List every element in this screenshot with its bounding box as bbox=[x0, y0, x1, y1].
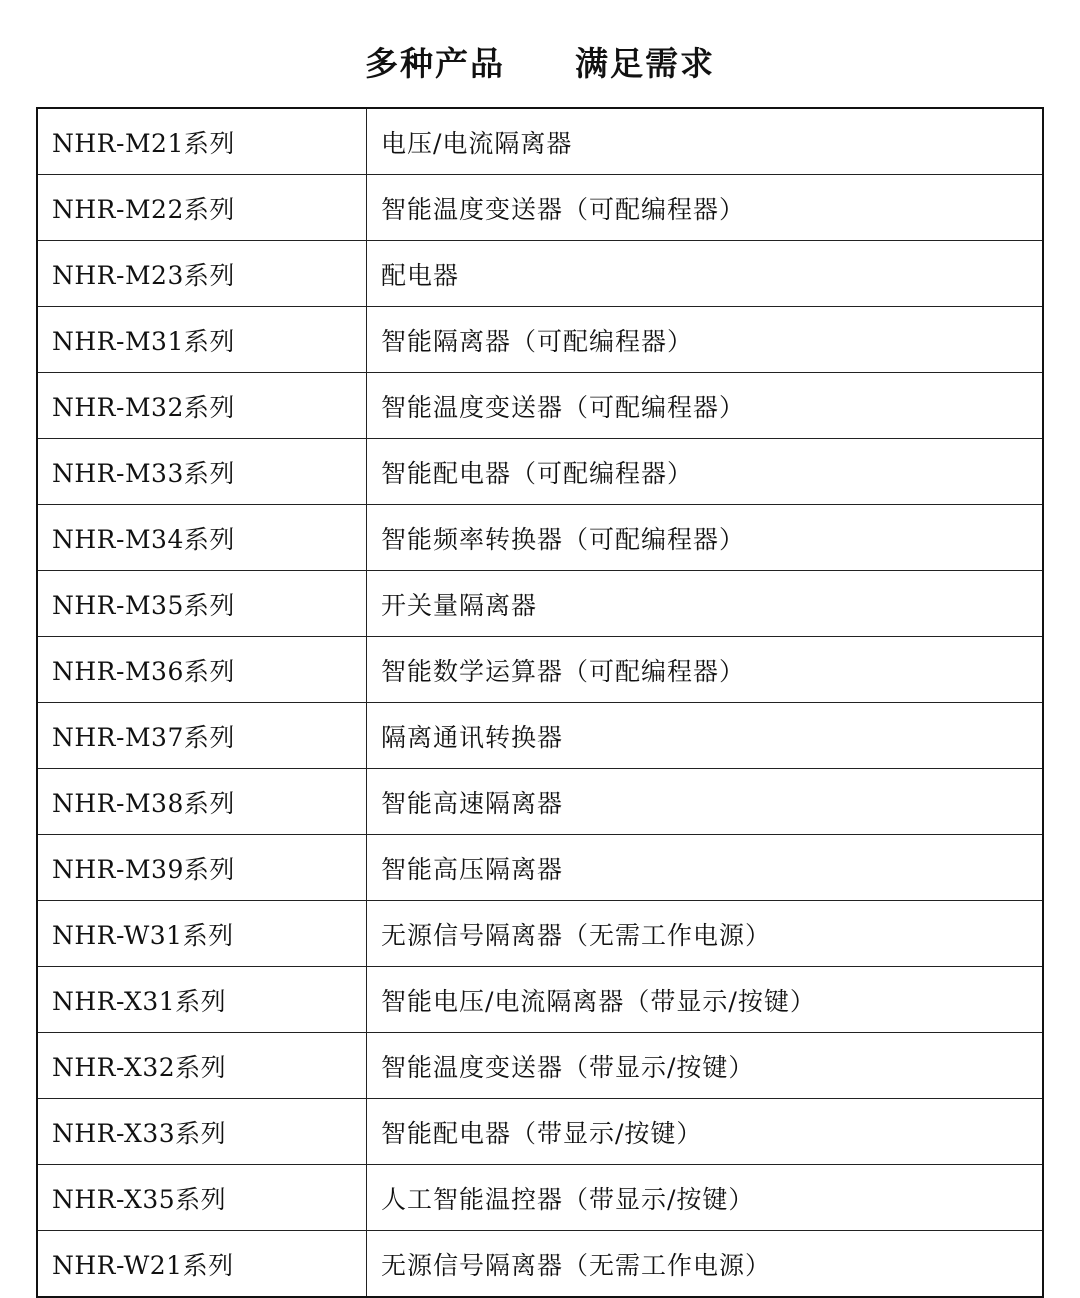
product-description-cell: 智能高速隔离器 bbox=[367, 769, 1044, 835]
table-row bbox=[37, 1033, 1043, 1099]
product-model-cell: NHR-X31系列 bbox=[37, 967, 367, 1033]
table-row bbox=[37, 175, 1043, 241]
product-model-cell: NHR-M36系列 bbox=[37, 637, 367, 703]
product-description-cell: 电压/电流隔离器 bbox=[367, 108, 1044, 175]
product-model-cell: NHR-M34系列 bbox=[37, 505, 367, 571]
product-model-cell: NHR-X32系列 bbox=[37, 1033, 367, 1099]
product-model-cell: NHR-M33系列 bbox=[37, 439, 367, 505]
table-row bbox=[37, 439, 1043, 505]
table-row bbox=[37, 307, 1043, 373]
product-model-cell: NHR-M37系列 bbox=[37, 703, 367, 769]
product-model-cell: NHR-M23系列 bbox=[37, 241, 367, 307]
product-description-cell: 无源信号隔离器（无需工作电源） bbox=[367, 901, 1044, 967]
table-row bbox=[37, 505, 1043, 571]
product-model-cell: NHR-M35系列 bbox=[37, 571, 367, 637]
table-row bbox=[37, 703, 1043, 769]
product-description-cell: 智能高压隔离器 bbox=[367, 835, 1044, 901]
table-row bbox=[37, 769, 1043, 835]
product-description-cell: 智能数学运算器（可配编程器） bbox=[367, 637, 1044, 703]
product-description-cell: 人工智能温控器（带显示/按键） bbox=[367, 1165, 1044, 1231]
product-model-cell: NHR-M32系列 bbox=[37, 373, 367, 439]
table-row bbox=[37, 1231, 1043, 1298]
table-row bbox=[37, 901, 1043, 967]
product-description-cell: 智能频率转换器（可配编程器） bbox=[367, 505, 1044, 571]
table-row bbox=[37, 571, 1043, 637]
product-table bbox=[36, 107, 1044, 1298]
product-table-container bbox=[0, 107, 1080, 1298]
product-description-cell: 开关量隔离器 bbox=[367, 571, 1044, 637]
product-model-cell: NHR-W31系列 bbox=[37, 901, 367, 967]
product-model-cell: NHR-X35系列 bbox=[37, 1165, 367, 1231]
product-model-cell: NHR-M22系列 bbox=[37, 175, 367, 241]
table-row bbox=[37, 108, 1043, 175]
product-description-cell: 智能温度变送器（可配编程器） bbox=[367, 175, 1044, 241]
table-row bbox=[37, 835, 1043, 901]
product-model-cell: NHR-M38系列 bbox=[37, 769, 367, 835]
table-row bbox=[37, 1165, 1043, 1231]
product-description-cell: 无源信号隔离器（无需工作电源） bbox=[367, 1231, 1044, 1298]
product-description-cell: 智能隔离器（可配编程器） bbox=[367, 307, 1044, 373]
product-description-cell: 智能温度变送器（带显示/按键） bbox=[367, 1033, 1044, 1099]
product-description-cell: 配电器 bbox=[367, 241, 1044, 307]
product-description-cell: 隔离通讯转换器 bbox=[367, 703, 1044, 769]
product-description-cell: 智能电压/电流隔离器（带显示/按键） bbox=[367, 967, 1044, 1033]
product-model-cell: NHR-X33系列 bbox=[37, 1099, 367, 1165]
product-description-cell: 智能温度变送器（可配编程器） bbox=[367, 373, 1044, 439]
table-row bbox=[37, 241, 1043, 307]
table-row bbox=[37, 373, 1043, 439]
table-row bbox=[37, 1099, 1043, 1165]
product-model-cell: NHR-M31系列 bbox=[37, 307, 367, 373]
product-description-cell: 智能配电器（带显示/按键） bbox=[367, 1099, 1044, 1165]
table-row bbox=[37, 967, 1043, 1033]
product-model-cell: NHR-W21系列 bbox=[37, 1231, 367, 1298]
product-description-cell: 智能配电器（可配编程器） bbox=[367, 439, 1044, 505]
page-title: 多种产品 满足需求 bbox=[365, 44, 715, 83]
product-model-cell: NHR-M21系列 bbox=[37, 108, 367, 175]
product-table-body bbox=[37, 108, 1043, 1297]
product-model-cell: NHR-M39系列 bbox=[37, 835, 367, 901]
table-row bbox=[37, 637, 1043, 703]
